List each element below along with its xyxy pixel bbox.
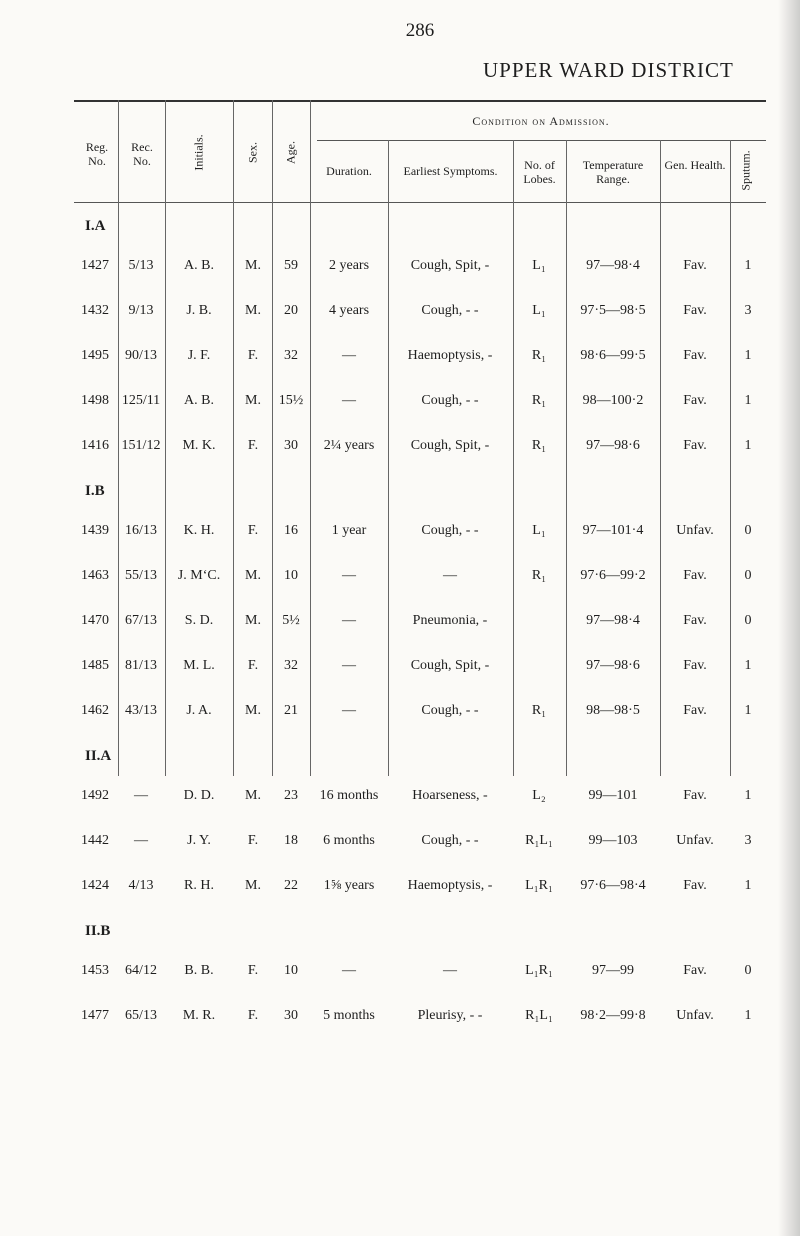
cell-gen-health: Unfav. (676, 523, 714, 538)
column-divider (388, 140, 389, 776)
header-no-of-lobes: No. of Lobes. (523, 158, 556, 186)
cell-reg-no: 1485 (81, 658, 109, 673)
cell-initials: J. F. (187, 348, 211, 363)
cell-lobes: L₁ (532, 523, 546, 538)
cell-duration: 4 years (328, 303, 370, 318)
cell-reg-no: 1432 (81, 303, 109, 318)
column-divider (118, 100, 119, 776)
cell-earliest-symptoms: Cough, - - (421, 833, 479, 848)
cell-sputum: 1 (744, 348, 752, 363)
cell-sputum: 1 (744, 788, 752, 803)
cell-age: 10 (284, 963, 298, 978)
cell-age: 32 (284, 348, 298, 363)
cell-age: 15½ (278, 393, 304, 408)
cell-lobes: L₁R₁ (525, 963, 553, 978)
cell-earliest-symptoms: Cough, - - (421, 703, 479, 718)
cell-sputum: 1 (744, 438, 752, 453)
cell-sex: F. (247, 1008, 259, 1023)
header-temperature-range: Temperature Range. (582, 158, 644, 186)
cell-duration: 5 months (323, 1008, 375, 1023)
cell-age: 20 (284, 303, 298, 318)
cell-initials: J. M‘C. (177, 568, 221, 583)
cell-gen-health: Fav. (683, 878, 707, 893)
column-divider (730, 140, 731, 776)
cell-initials: M. L. (183, 658, 215, 673)
cell-age: 22 (284, 878, 298, 893)
cell-age: 5½ (282, 613, 300, 628)
cell-reg-no: 1470 (81, 613, 109, 628)
cell-gen-health: Fav. (683, 258, 707, 273)
cell-duration: 1⅝ years (323, 878, 375, 893)
cell-lobes: L₁ (532, 258, 546, 273)
header-condition-on-admission: Condition on Admission. (472, 114, 610, 128)
cell-sputum: 3 (744, 303, 752, 318)
cell-temperature-range: 97—98·4 (586, 258, 640, 273)
cell-reg-no: 1462 (81, 703, 109, 718)
cell-earliest-symptoms: Cough, Spit, - (410, 258, 490, 273)
cell-age: 32 (284, 658, 298, 673)
cell-gen-health: Fav. (683, 568, 707, 583)
cell-duration: — (342, 393, 356, 408)
cell-initials: M. K. (182, 438, 216, 453)
cell-lobes: L₂ (532, 788, 546, 803)
cell-sex: M. (245, 788, 261, 803)
cell-rec-no: — (134, 788, 148, 803)
cell-temperature-range: 97—98·6 (586, 438, 640, 453)
header-reg-no: Reg. No. (85, 140, 109, 168)
cell-rec-no: 5/13 (128, 258, 154, 273)
cell-sex: M. (245, 303, 261, 318)
cell-age: 23 (284, 788, 298, 803)
cell-initials: K. H. (183, 523, 215, 538)
cell-rec-no: 90/13 (125, 348, 157, 363)
cell-initials: J. Y. (187, 833, 211, 848)
cell-duration: — (342, 348, 356, 363)
cell-temperature-range: 97—99 (592, 963, 634, 978)
cell-lobes: R₁ (531, 703, 547, 718)
cell-sex: M. (245, 878, 261, 893)
header-duration: Duration. (326, 164, 372, 178)
cell-sputum: 0 (744, 523, 752, 538)
cell-sputum: 0 (744, 963, 752, 978)
cell-reg-no: 1439 (81, 523, 109, 538)
cell-lobes: L₁ (532, 303, 546, 318)
cell-temperature-range: 98·6—99·5 (580, 348, 646, 363)
cell-gen-health: Unfav. (676, 833, 714, 848)
cell-temperature-range: 97·6—98·4 (580, 878, 646, 893)
header-age: Age. (283, 141, 298, 164)
cell-gen-health: Fav. (683, 303, 707, 318)
cell-lobes: R₁ (531, 568, 547, 583)
column-divider (165, 100, 166, 776)
section-label: II.A (85, 748, 112, 764)
cell-sputum: 3 (744, 833, 752, 848)
cell-duration: 2¼ years (323, 438, 375, 453)
cell-rec-no: 125/11 (121, 393, 161, 408)
cell-duration: — (342, 658, 356, 673)
cell-age: 18 (284, 833, 298, 848)
cell-lobes: R₁L₁ (525, 833, 553, 848)
cell-rec-no: 4/13 (128, 878, 154, 893)
section-label: II.B (85, 923, 111, 939)
cell-temperature-range: 97·5—98·5 (580, 303, 646, 318)
cell-temperature-range: 98—100·2 (582, 393, 644, 408)
cell-lobes: L₁R₁ (525, 878, 553, 893)
cell-rec-no: 67/13 (125, 613, 157, 628)
cell-earliest-symptoms: — (443, 568, 457, 583)
cell-temperature-range: 97·6—99·2 (580, 568, 646, 583)
page-heading: UPPER WARD DISTRICT (483, 58, 734, 82)
cell-sputum: 1 (744, 393, 752, 408)
cell-age: 10 (284, 568, 298, 583)
cell-reg-no: 1424 (81, 878, 109, 893)
cell-initials: A. B. (184, 258, 214, 273)
cell-initials: B. B. (184, 963, 214, 978)
cell-initials: A. B. (184, 393, 214, 408)
cell-earliest-symptoms: Cough, - - (421, 303, 479, 318)
cell-earliest-symptoms: — (443, 963, 457, 978)
cell-reg-no: 1442 (81, 833, 109, 848)
cell-sputum: 1 (744, 878, 752, 893)
cell-reg-no: 1416 (81, 438, 109, 453)
column-divider (566, 140, 567, 776)
cell-temperature-range: 98—98·5 (586, 703, 640, 718)
cell-initials: J. A. (186, 703, 212, 718)
cell-sex: F. (247, 833, 259, 848)
cell-temperature-range: 97—98·4 (586, 613, 640, 628)
column-divider (513, 140, 514, 776)
cell-earliest-symptoms: Pneumonia, - (412, 613, 488, 628)
cell-rec-no: 43/13 (125, 703, 157, 718)
cell-earliest-symptoms: Pleurisy, - - (417, 1008, 483, 1023)
cell-reg-no: 1453 (81, 963, 109, 978)
cell-reg-no: 1427 (81, 258, 109, 273)
cell-lobes: R₁ (531, 438, 547, 453)
header-rec-no: Rec. No. (131, 140, 153, 168)
cell-initials: R. H. (184, 878, 214, 893)
cell-sex: M. (245, 393, 261, 408)
cell-rec-no: 81/13 (125, 658, 157, 673)
cell-age: 16 (284, 523, 298, 538)
cell-earliest-symptoms: Haemoptysis, - (407, 878, 493, 893)
column-divider (233, 100, 234, 776)
cell-gen-health: Fav. (683, 348, 707, 363)
cell-duration: — (342, 703, 356, 718)
cell-reg-no: 1463 (81, 568, 109, 583)
cell-temperature-range: 97—101·4 (582, 523, 644, 538)
cell-sex: F. (247, 658, 259, 673)
cell-age: 59 (284, 258, 298, 273)
cell-rec-no: 55/13 (125, 568, 157, 583)
cell-temperature-range: 99—103 (588, 833, 638, 848)
cell-reg-no: 1492 (81, 788, 109, 803)
cell-gen-health: Fav. (683, 703, 707, 718)
header-earliest-symptoms: Earliest Symptoms. (403, 164, 498, 178)
column-divider (660, 140, 661, 776)
cell-sex: M. (245, 258, 261, 273)
cell-sex: F. (247, 438, 259, 453)
cell-rec-no: — (134, 833, 148, 848)
cell-rec-no: 151/12 (121, 438, 161, 453)
cell-earliest-symptoms: Cough, - - (421, 523, 479, 538)
cell-age: 30 (284, 438, 298, 453)
cell-gen-health: Fav. (683, 788, 707, 803)
cell-duration: 1 year (331, 523, 367, 538)
cell-duration: — (342, 613, 356, 628)
condition-subheader-rule (317, 140, 766, 141)
cell-temperature-range: 98·2—99·8 (580, 1008, 646, 1023)
cell-sputum: 1 (744, 703, 752, 718)
cell-earliest-symptoms: Cough, Spit, - (410, 438, 490, 453)
cell-earliest-symptoms: Haemoptysis, - (407, 348, 493, 363)
cell-sputum: 1 (744, 658, 752, 673)
cell-age: 21 (284, 703, 298, 718)
cell-sex: F. (247, 963, 259, 978)
cell-temperature-range: 97—98·6 (586, 658, 640, 673)
cell-rec-no: 9/13 (128, 303, 154, 318)
cell-reg-no: 1495 (81, 348, 109, 363)
cell-earliest-symptoms: Hoarseness, - (412, 788, 488, 803)
cell-duration: 6 months (323, 833, 375, 848)
cell-sex: M. (245, 613, 261, 628)
header-bottom-rule (74, 202, 766, 203)
cell-lobes: R₁L₁ (525, 1008, 553, 1023)
cell-reg-no: 1498 (81, 393, 109, 408)
page-edge-shadow (778, 0, 800, 1236)
page-number: 286 (405, 20, 435, 41)
cell-duration: 16 months (319, 788, 379, 803)
cell-gen-health: Fav. (683, 613, 707, 628)
cell-temperature-range: 99—101 (588, 788, 638, 803)
cell-rec-no: 64/12 (125, 963, 157, 978)
cell-sex: M. (245, 703, 261, 718)
cell-sputum: 1 (744, 258, 752, 273)
header-sex: Sex. (245, 142, 260, 163)
cell-initials: D. D. (183, 788, 215, 803)
cell-sex: F. (247, 523, 259, 538)
cell-gen-health: Fav. (683, 438, 707, 453)
cell-sex: F. (247, 348, 259, 363)
cell-initials: M. R. (182, 1008, 216, 1023)
cell-rec-no: 65/13 (125, 1008, 157, 1023)
cell-age: 30 (284, 1008, 298, 1023)
header-initials: Initials. (191, 134, 206, 171)
cell-rec-no: 16/13 (125, 523, 157, 538)
cell-duration: — (342, 568, 356, 583)
cell-duration: — (342, 963, 356, 978)
column-divider (272, 100, 273, 776)
column-divider (310, 100, 311, 776)
cell-sputum: 0 (744, 568, 752, 583)
cell-sex: M. (245, 568, 261, 583)
header-gen-health: Gen. Health. (664, 158, 726, 172)
cell-lobes: R₁ (531, 348, 547, 363)
cell-gen-health: Fav. (683, 963, 707, 978)
cell-sputum: 0 (744, 613, 752, 628)
cell-gen-health: Fav. (683, 393, 707, 408)
cell-duration: 2 years (328, 258, 370, 273)
cell-gen-health: Unfav. (676, 1008, 714, 1023)
section-label: I.A (85, 218, 106, 234)
table-top-rule (74, 100, 766, 102)
cell-reg-no: 1477 (81, 1008, 109, 1023)
header-sputum: Sputum. (738, 150, 753, 191)
cell-earliest-symptoms: Cough, Spit, - (410, 658, 490, 673)
cell-initials: J. B. (186, 303, 212, 318)
cell-gen-health: Fav. (683, 658, 707, 673)
section-label: I.B (85, 483, 105, 499)
cell-lobes: R₁ (531, 393, 547, 408)
cell-initials: S. D. (184, 613, 214, 628)
cell-sputum: 1 (744, 1008, 752, 1023)
cell-earliest-symptoms: Cough, - - (421, 393, 479, 408)
